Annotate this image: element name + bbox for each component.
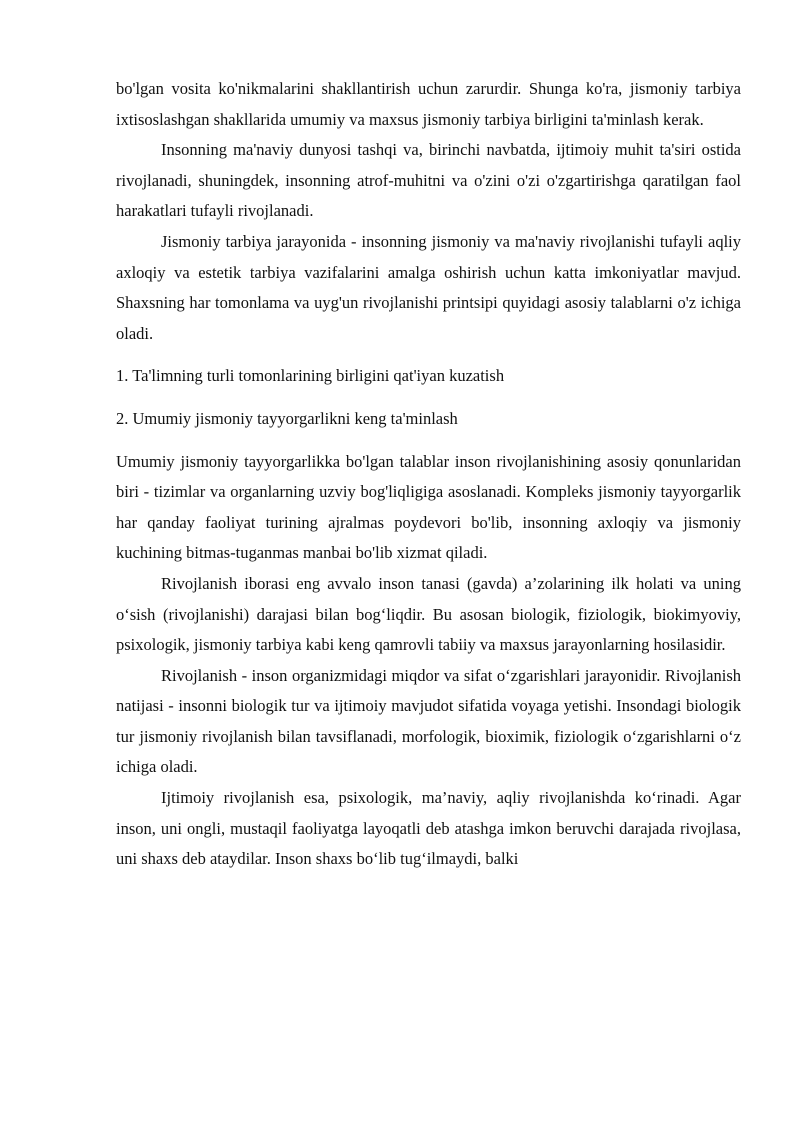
paragraph-development-phrase: Rivojlanish iborasi eng avvalo inson tanasi (gavda) a’zolarining ilk holati va uning o‘sish (rivojlanishi) darajasi bilan bog‘liqdir. Bu asosan biologik, fiziologik, biokimyoviy, psixologik, jismoniy tarbiya kabi keng qamrovli tabiiy va maxsus jarayonlarning hosilasidir. <box>116 573 741 655</box>
paragraph-continuation: bo'lgan vosita ko'nikmalarini shakllantirish uchun zarurdir. Shunga ko'ra, jismoniy tarbiya ixtisoslashgan shakllarida umumiy va maxsus jismoniy tarbiya birligini ta'minlash kerak. <box>116 79 741 129</box>
paragraph-social-development: Ijtimoiy rivojlanish esa, psixologik, ma’naviy, aqliy rivojlanishda ko‘rinadi. Agar inson, uni ongli, mustaqil faoliyatga layoqatli deb atashga imkon beruvchi darajada rivojlasa, uni shaxs deb ataydilar. Inson shaxs bo‘lib tug‘ilmaydi, balki <box>116 788 741 869</box>
list-item-1: 1. Ta'limning turli tomonlarining birligini qat'iyan kuzatish <box>116 366 505 386</box>
paragraph-physical-education: Jismoniy tarbiya jarayonida - insonning jismoniy va ma'naviy rivojlanishi tufayli aqliy axloqiy va estetik tarbiya vazifalarini amalga oshirish uchun katta imkoniyatlar mavjud. Shaxsning har tomonlama va uyg'un rivojlanishi printsipi quyidagi asosiy talablarni o'z ichiga oladi. <box>116 231 741 343</box>
paragraph-general-preparation: Umumiy jismoniy tayyorgarlikka bo'lgan talablar inson rivojlanishining asosiy qonunlaridan biri - tizimlar va organlarning uzviy bog'liqligiga asoslanadi. Kompleks jismoniy tayyorgarlik har qanday faoliyat turining ajralmas poydevori bo'lib, insonning axloqiy va jismoniy kuchining bitmas-tuganmas manbai bo'lib xizmat qiladi. <box>116 451 741 563</box>
paragraph-spiritual-world: Insonning ma'naviy dunyosi tashqi va, birinchi navbatda, ijtimoiy muhit ta'siri ostida rivojlanadi, shuningdek, insonning atrof-muhitni va o'zini o'zi o'zgartirishga qaratilgan faol harakatlari tufayli rivojlanadi. <box>116 140 741 221</box>
document-page <box>116 74 741 875</box>
paragraph-development-process: Rivojlanish - inson organizmidagi miqdor va sifat o‘zgarishlari jarayonidir. Rivojlanish natijasi - insonni biologik tur va ijtimoiy mavjudot sifatida voyaga yetishi. Insondagi biologik tur jismoniy rivojlanish bilan tavsiflanadi, morfologik, bioximik, fiziologik o‘zgarishlarni o‘z ichiga oladi. <box>116 665 741 777</box>
list-item-2: 2. Umumiy jismoniy tayyorgarlikni keng ta'minlash <box>116 408 458 428</box>
